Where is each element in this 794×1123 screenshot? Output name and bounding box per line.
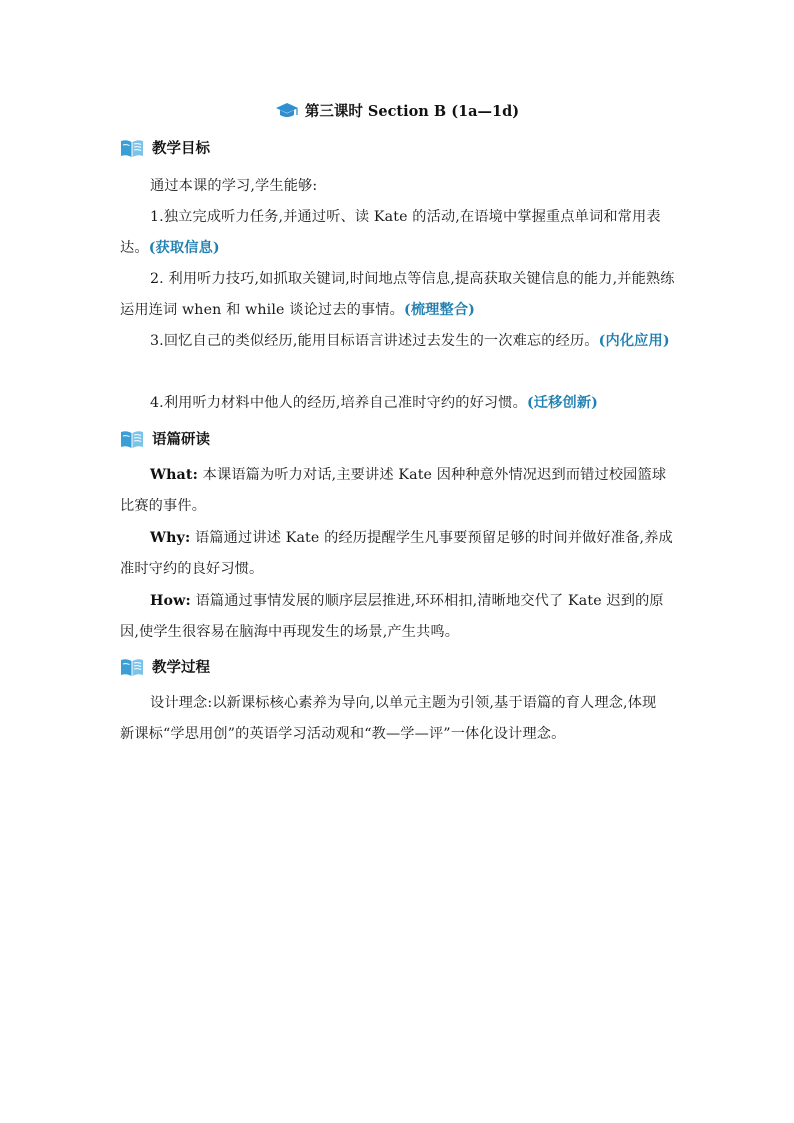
graduation-cap-icon [275,102,299,120]
goal-item-text: 1.独立完成听力任务,并通过听、读 Kate 的活动,在语境中掌握重点单词和常用表达。 [120,209,661,256]
lesson-title-row [0,100,794,121]
reading-what [120,460,680,522]
reading-text: 本课语篇为听力对话,主要讲述 Kate 因种种意外情况迟到而错过校园篮球比赛的事件。 [120,467,667,514]
lesson-title: 第三课时 Section B (1a—1d) [304,103,520,120]
section-heading-goals [120,137,210,158]
section-title: 语篇研读 [152,432,210,448]
goal-item [120,388,680,419]
reading-lead: How: [150,593,191,609]
section-heading-reading [120,428,210,449]
process-text [120,688,665,750]
goal-item-tag: (梳理整合) [403,302,476,318]
book-icon [120,429,144,449]
goals-intro [120,171,680,202]
process-text-body: 设计理念:以新课标核心素养为导向,以单元主题为引领,基于语篇的育人理念,体现新课标“学思用创”的英语学习活动观和“教—学—评”一体化设计理念。 [120,695,657,742]
reading-lead: Why: [150,530,191,546]
goal-item-text: 2. 利用听力技巧,如抓取关键词,时间地点等信息,提高获取关键信息的能力,并能熟练运用连词 when 和 while 谈论过去的事情。 [120,271,675,318]
reading-lead: What: [150,467,198,483]
goal-item-text: 3.回忆自己的类似经历,能用目标语言讲述过去发生的一次难忘的经历。 [150,333,599,349]
goal-item-tag: (内化应用) [598,333,670,349]
reading-how [120,586,680,648]
section-title: 教学过程 [152,660,210,676]
goal-item-tag: (获取信息) [148,240,220,256]
goal-item [120,202,680,264]
book-icon [120,138,144,158]
reading-text: 语篇通过讲述 Kate 的经历提醒学生凡事要预留足够的时间并做好准备,养成准时守约的良好习惯。 [120,530,673,577]
book-icon [120,657,144,677]
goal-item-tag: (迁移创新) [526,395,599,411]
goals-intro-text: 通过本课的学习,学生能够: [150,178,318,194]
reading-why [120,523,680,585]
section-title: 教学目标 [152,141,210,157]
goal-item-text: 4.利用听力材料中他人的经历,培养自己准时守约的好习惯。 [150,395,527,411]
goal-item [120,264,680,326]
reading-text: 语篇通过事情发展的顺序层层推进,环环相扣,清晰地交代了 Kate 迟到的原因,使学生很容易在脑海中再现发生的场景,产生共鸣。 [120,593,664,640]
section-heading-process [120,656,210,677]
goal-item [120,326,680,357]
